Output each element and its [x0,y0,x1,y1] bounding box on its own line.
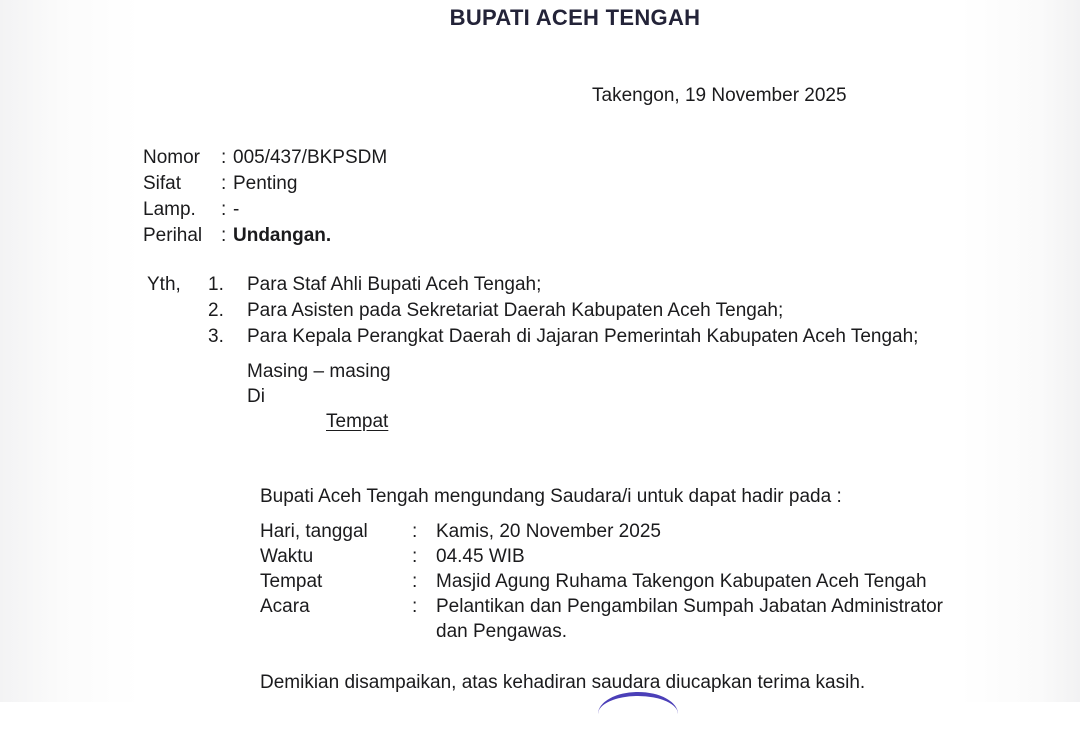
recipient-number: 3. [208,326,224,347]
meta-separator: : [221,225,227,246]
detail-label: Waktu [260,546,314,567]
detail-separator: : [412,546,418,567]
detail-value: Masjid Agung Ruhama Takengon Kabupaten Aceh Tengah [436,571,927,592]
recipient-text: Para Asisten pada Sekretariat Daerah Kabupaten Aceh Tengah; [247,300,784,321]
address-line-2: Di [247,386,265,407]
meta-separator: : [221,199,227,220]
letter-heading: BUPATI ACEH TENGAH [449,5,701,30]
meta-label: Perihal [143,225,203,246]
meta-separator: : [221,173,227,194]
place-date: Takengon, 19 November 2025 [592,85,847,106]
meta-value: Undangan. [233,225,332,246]
invitation-intro: Bupati Aceh Tengah mengundang Saudara/i untuk dapat hadir pada : [260,486,842,507]
closing-sentence: Demikian disampaikan, atas kehadiran saudara diucapkan terima kasih. [260,672,866,693]
address-line-1: Masing – masing [247,361,391,382]
detail-separator: : [412,596,418,617]
meta-value: 005/437/BKPSDM [233,147,388,168]
meta-separator: : [221,147,227,168]
recipient-text: Para Staf Ahli Bupati Aceh Tengah; [247,274,542,295]
detail-separator: : [412,521,418,542]
detail-value: 04.45 WIB [436,546,525,567]
meta-label: Lamp. [143,199,196,220]
recipient-number: 1. [208,274,224,295]
detail-value: Pelantikan dan Pengambilan Sumpah Jabatan Administrator [436,596,943,617]
address-line-3: Tempat [326,411,389,432]
recipient-number: 2. [208,300,224,321]
official-stamp-edge [598,692,678,736]
detail-value-continuation: dan Pengawas. [436,621,567,642]
meta-value: Penting [233,173,298,194]
meta-value: - [233,199,240,220]
detail-separator: : [412,571,418,592]
detail-value: Kamis, 20 November 2025 [436,521,661,542]
meta-label: Sifat [143,173,182,194]
detail-label: Hari, tanggal [260,521,368,542]
meta-label: Nomor [143,147,201,168]
detail-label: Tempat [260,571,323,592]
recipients-label: Yth, [147,274,181,295]
recipient-text: Para Kepala Perangkat Daerah di Jajaran Pemerintah Kabupaten Aceh Tengah; [247,326,919,347]
detail-label: Acara [260,596,310,617]
